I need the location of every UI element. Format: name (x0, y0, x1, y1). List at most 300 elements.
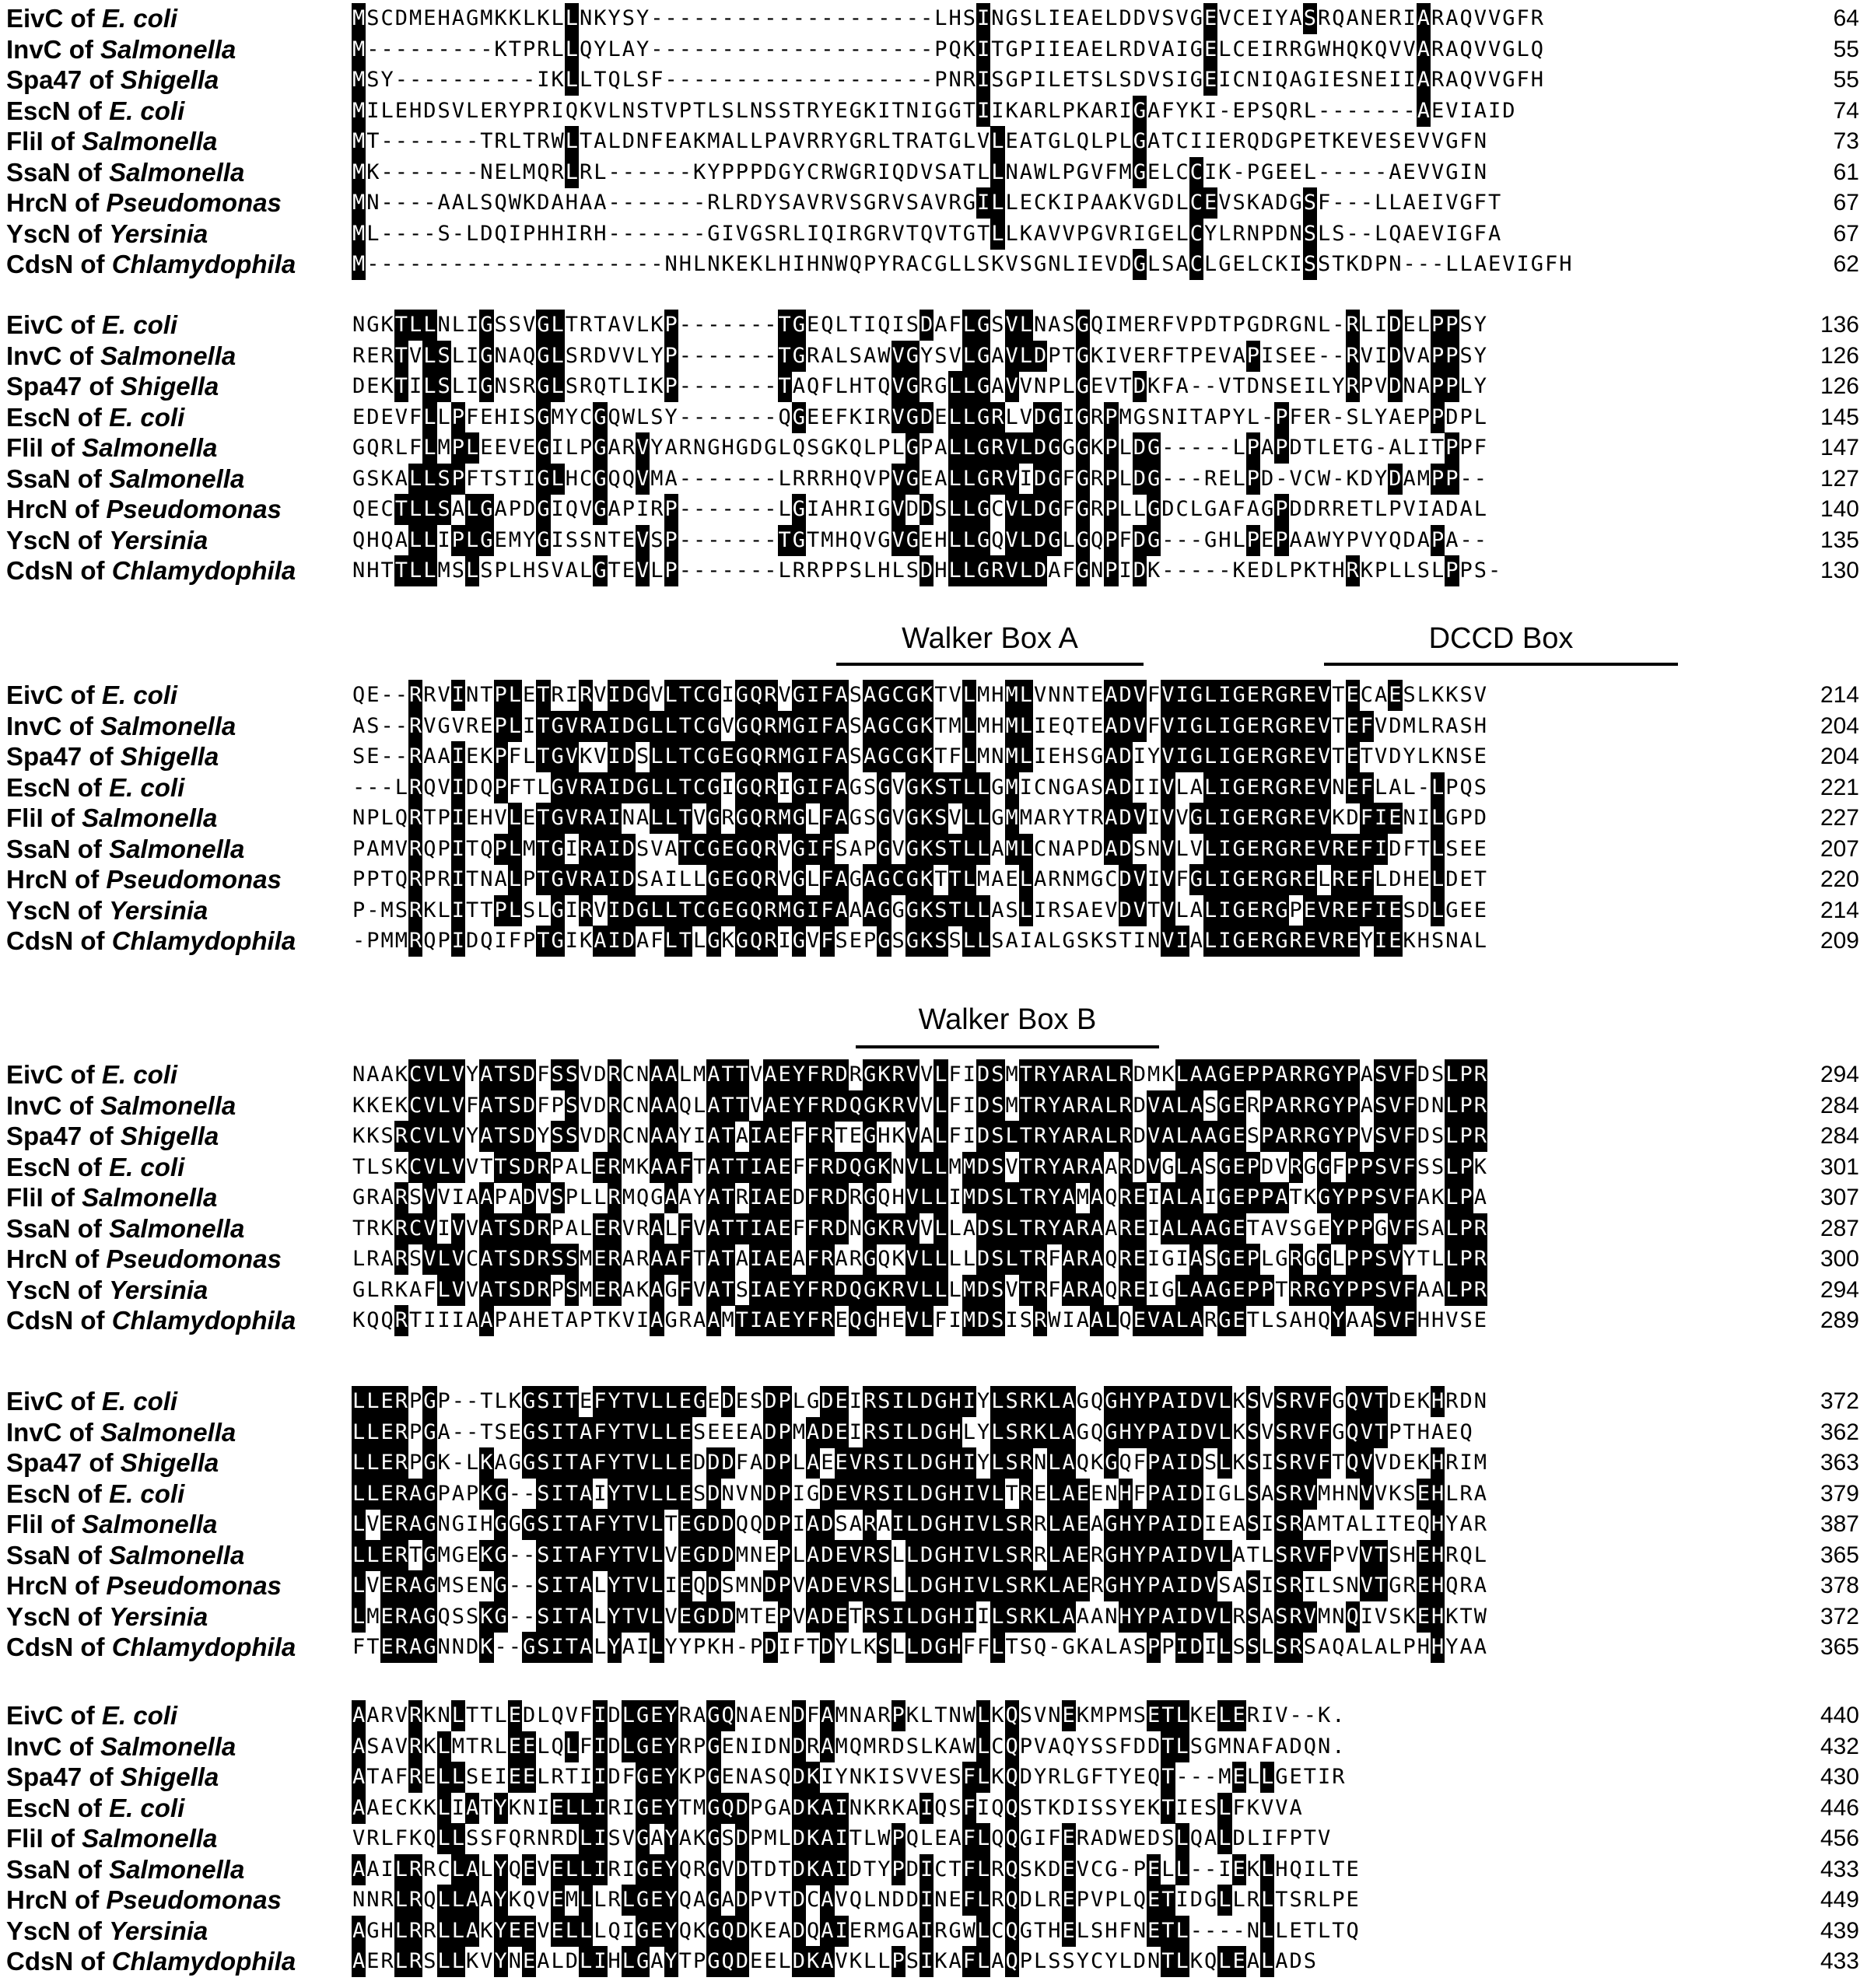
alignment-row (0, 1885, 1867, 1916)
sequence-residues: M - - - - - - - - - K T P R L L Q Y L A Y - - - - - - - - - - - - - - - - - - - - P Q K I T G P I I E A E L R D V A I G E L C E I R R G W H Q K Q V V A R A Q V V G L Q (352, 34, 1544, 65)
sequence-residues: L L E R P G A - - T S E G S I T A F Y T V L L E S E E E A D P M A D E I R S I L D G H L Y L S R K L A G Q G H Y P A I D V L K S V S R V F G Q V T P T H A E Q (352, 1417, 1473, 1448)
protein-name: EivC (6, 1387, 64, 1416)
protein-name: HrcN (6, 495, 68, 523)
species-name: E. coli (101, 310, 178, 339)
residue-position: 294 (1820, 1276, 1859, 1303)
label-connector: of (77, 1601, 110, 1631)
sequence-label (6, 1509, 217, 1540)
sequence-residues: L V E R A G M S E N G - - S I T A L Y T V L I E Q D S M N D P V A D E V R S L L D G H I V L S R K L A E R G H Y P A I D V S A S I S R I L S N V T G R E H Q R A (352, 1570, 1487, 1601)
species-name: Salmonella (82, 433, 218, 462)
protein-name: FliI (6, 433, 44, 462)
species-name: Pseudomonas (106, 495, 282, 523)
sequence-residues: A T A F R E L L S E I E E L R T I I D F G E Y K P G E N A S Q D K I Y N K I S V V E S F L K Q D Y R L G F T Y E Q T - - - M E L L G E T I R (352, 1762, 1346, 1793)
label-connector: of (70, 1387, 102, 1416)
residue-position: 430 (1820, 1764, 1859, 1790)
species-name: Salmonella (82, 803, 218, 832)
species-name: Pseudomonas (106, 188, 282, 217)
species-name: E. coli (109, 1793, 185, 1822)
protein-name: FliI (6, 1824, 44, 1853)
protein-name: HrcN (6, 1885, 68, 1914)
protein-name: YscN (6, 219, 71, 248)
protein-name: CdsN (6, 250, 74, 278)
protein-name: Spa47 (6, 1762, 82, 1791)
alignment-row (0, 525, 1867, 556)
species-name: Salmonella (82, 127, 218, 156)
sequence-label (6, 1762, 219, 1793)
residue-position: 55 (1833, 67, 1859, 93)
sequence-residues: A S - - R V G V R E P L I T G V R A I D G L L T C G V G Q R M G I F A S A G C G K T M L M H M L I E Q T E A D V F V I G L I G E R G R E V T E F V D M L R A S H (352, 711, 1487, 742)
protein-name: InvC (6, 1417, 62, 1447)
species-name: Salmonella (109, 1854, 245, 1884)
species-name: E. coli (109, 96, 185, 125)
protein-name: CdsN (6, 926, 74, 955)
species-name: Shigella (120, 1122, 219, 1150)
label-connector: of (89, 1122, 121, 1150)
walker-box-a-bar (836, 663, 1144, 666)
alignment-row (0, 1121, 1867, 1152)
label-connector: of (80, 1947, 112, 1976)
label-connector: of (77, 895, 110, 925)
sequence-label (6, 157, 244, 188)
sequence-label (6, 1946, 296, 1977)
alignment-row (0, 680, 1867, 711)
sequence-residues: M - - - - - - - - - - - - - - - - - - - - - N H L N K E K L H I H N W Q P Y R A C G L L S K V S G N L I E V D G L S A C L G E L C K I S S T K D P N - - - L L A E V I G F H (352, 249, 1573, 280)
alignment-row (0, 1762, 1867, 1793)
alignment-row (0, 341, 1867, 372)
protein-name: CdsN (6, 1947, 74, 1976)
sequence-label (6, 1540, 244, 1571)
alignment-row (0, 555, 1867, 586)
residue-position: 363 (1820, 1450, 1859, 1475)
residue-position: 135 (1820, 527, 1859, 553)
alignment-row (0, 1059, 1867, 1090)
label-connector: of (89, 1762, 121, 1791)
label-connector: of (89, 372, 121, 401)
protein-name: CdsN (6, 556, 74, 585)
residue-position: 127 (1820, 465, 1859, 492)
label-connector: of (80, 926, 112, 955)
alignment-row (0, 1447, 1867, 1479)
label-connector: of (70, 1701, 102, 1730)
label-connector: of (70, 1060, 102, 1089)
sequence-label (6, 1244, 282, 1275)
label-connector: of (77, 1540, 110, 1570)
residue-position: 287 (1820, 1215, 1859, 1241)
sequence-label (6, 1823, 217, 1854)
protein-name: SsaN (6, 834, 71, 863)
residue-position: 456 (1820, 1825, 1859, 1851)
sequence-label (6, 187, 282, 219)
label-connector: of (77, 157, 110, 187)
alignment-row (0, 1244, 1867, 1275)
protein-name: SsaN (6, 157, 71, 187)
protein-name: EscN (6, 1479, 71, 1508)
alignment-row (0, 371, 1867, 402)
label-connector: of (77, 1152, 110, 1181)
sequence-residues: - - - L R Q V I D Q P F T L G V R A I D G L L T C G I G Q R I G I F A G S G V G K S T L L G M I C N G A S A D I I V L A L I G E R G R E V N E F L A L - L P Q S (352, 772, 1487, 803)
sequence-residues: L L E R T G M G E K G - - S I T A F Y T V L V E G D D M N E P L A D E V R S L L D G H I V L S R R L A E R G H Y P A I D V L A T L S R V F P V V T S H E H R Q L (352, 1540, 1487, 1571)
sequence-label (6, 525, 208, 556)
label-connector: of (75, 188, 107, 217)
protein-name: EscN (6, 1152, 71, 1181)
sequence-label (6, 219, 208, 250)
protein-name: EivC (6, 1060, 64, 1089)
species-name: Shigella (120, 1448, 219, 1477)
protein-name: HrcN (6, 865, 68, 894)
species-name: Pseudomonas (106, 1885, 282, 1914)
species-name: Chlamydophila (111, 1306, 296, 1335)
alignment-row (0, 1213, 1867, 1244)
alignment-row (0, 1700, 1867, 1731)
protein-name: InvC (6, 1090, 62, 1120)
sequence-label (6, 1090, 236, 1122)
alignment-block (0, 1386, 1867, 1663)
residue-position: 294 (1820, 1062, 1859, 1087)
label-connector: of (89, 1448, 121, 1477)
species-name: Salmonella (109, 1213, 245, 1243)
label-connector: of (75, 495, 107, 523)
sequence-label (6, 1700, 177, 1731)
sequence-label (6, 1305, 296, 1336)
alignment-row (0, 1386, 1867, 1417)
alignment-row (0, 772, 1867, 803)
label-connector: of (77, 834, 110, 863)
protein-name: InvC (6, 1731, 62, 1761)
alignment-row (0, 464, 1867, 495)
alignment-row (0, 310, 1867, 341)
alignment-row (0, 157, 1867, 188)
alignment-row (0, 1479, 1867, 1510)
sequence-label (6, 1182, 217, 1213)
sequence-label (6, 895, 208, 926)
label-connector: of (68, 1731, 101, 1761)
alignment-row (0, 1509, 1867, 1540)
species-name: E. coli (101, 1701, 178, 1730)
sequence-label (6, 1447, 219, 1479)
sequence-label (6, 310, 177, 341)
species-name: E. coli (101, 1387, 178, 1416)
sequence-label (6, 1885, 282, 1916)
protein-name: YscN (6, 895, 71, 925)
label-connector: of (68, 34, 101, 64)
species-name: Salmonella (82, 1824, 218, 1853)
sequence-residues: P A M V R Q P I T Q P L M T G I R A I D S V A T C G E G Q R V G I F S A P G V G K S T L L A M L C N A P D A D S N V L V L I G E R G R E V R E F I D F T L S E E (352, 834, 1487, 865)
label-connector: of (77, 772, 110, 802)
alignment-row (0, 1601, 1867, 1633)
sequence-residues: V R L F K Q L L S S F Q R N R D L I S V G A Y A K G S D P M L D K A I T L W P Q L E A F L Q Q G I F E R A D W E D S L Q A L D L I F P T V (352, 1823, 1331, 1854)
alignment-row (0, 187, 1867, 219)
sequence-label (6, 1793, 184, 1824)
sequence-label (6, 371, 219, 402)
residue-position: 214 (1820, 682, 1859, 708)
alignment-row (0, 1632, 1867, 1663)
species-name: Yersinia (109, 895, 208, 925)
residue-position: 204 (1820, 744, 1859, 769)
sequence-label (6, 1570, 282, 1601)
label-connector: of (50, 127, 82, 156)
residue-position: 55 (1833, 36, 1859, 62)
alignment-row (0, 926, 1867, 957)
sequence-label (6, 341, 236, 372)
sequence-residues: E D E V F L L P F E H I S G M Y C G Q W L S Y - - - - - - - Q G E E F K I R V G D E L L G R L V D G I G R P M G S N I T A P Y L - P F E R - S L Y A E P P D P L (352, 402, 1487, 433)
sequence-label (6, 1059, 177, 1090)
label-connector: of (50, 1824, 82, 1853)
alignment-row (0, 1275, 1867, 1306)
label-connector: of (77, 1213, 110, 1243)
species-name: Salmonella (100, 1731, 236, 1761)
sequence-label (6, 803, 217, 834)
sequence-residues: R E R T V L S L I G N A Q G L S R D V V L Y P - - - - - - - T G R A L S A W V G Y S V L G A V L D P T G K I V E R F T P E V A P I S E E - - R V I D V A P P S Y (352, 341, 1487, 372)
species-name: Salmonella (109, 157, 245, 187)
sequence-residues: A A E C K K L I A T Y K N I E L L I R I G E Y T M G Q D P G A D K A I N K R K A I Q S F I Q Q S T K D I S S Y E K T I E S L F K V V A (352, 1793, 1303, 1824)
label-connector: of (68, 711, 101, 740)
alignment-row (0, 741, 1867, 772)
sequence-label (6, 1601, 208, 1633)
residue-position: 67 (1833, 190, 1859, 215)
sequence-residues: G S K A L L S P F T S T I G L H C G Q Q V M A - - - - - - - L R R R H Q V P V G E A L L G R V I D G F G R P L D G - - - R E L P D - V C W - K D Y D A M P P - - (352, 464, 1487, 495)
label-connector: of (80, 1633, 112, 1661)
sequence-residues: P - M S R K L I T T P L S L G I R V I D G L L T C G E G Q R M G I F A A A G G G K S T L L A S L I R S A E V D V T V L A L I G E R G P E V R E F I E S D L G E E (352, 895, 1487, 926)
residue-position: 61 (1833, 159, 1859, 185)
alignment-row (0, 895, 1867, 926)
protein-name: InvC (6, 34, 62, 64)
sequence-residues: A A I L R R C L A L Y Q E V E L L I R I G E Y Q R G V D T D T D K A I D T Y P D I C T F L R Q S K D E V C G - P E L L - - I E K L H Q I L T E (352, 1854, 1360, 1885)
species-name: Salmonella (109, 464, 245, 493)
label-connector: of (77, 402, 110, 432)
alignment-row (0, 1916, 1867, 1947)
species-name: Salmonella (100, 341, 236, 370)
residue-position: 365 (1820, 1634, 1859, 1660)
sequence-residues: A G H L R R L L A K Y E E V E L L L Q I G E Y Q K G Q D K E A D Q A I E R M G A I R G W L C Q G T H E L S H F N E T L - - - - N L L E T L T Q (352, 1916, 1360, 1947)
residue-position: 365 (1820, 1542, 1859, 1568)
species-name: E. coli (109, 402, 185, 432)
sequence-residues: K Q Q R T I I I A A P A H E T A P T K V I A G R A A M T I A E Y F R E Q G H E V L F I M D S I S R W I A A L Q E V A L A R G E T L S A H Q Y A A S V F H H V S E (352, 1305, 1487, 1336)
protein-name: SsaN (6, 1213, 71, 1243)
alignment-row (0, 1182, 1867, 1213)
sequence-residues: N H T T L L M S L S P L H S V A L G T E V L P - - - - - - - L R R P P S L H L S D H L L G R V L D A F G N P I D K - - - - - K E D L P K T H R K P L L S L P P S - (352, 555, 1501, 586)
protein-name: EivC (6, 1701, 64, 1730)
species-name: Salmonella (100, 34, 236, 64)
sequence-residues: M N - - - - A A L S Q W K D A H A A - - - - - - - R L R D Y S A V R V S G R V S A V R G I L L E C K I P A A K V G D L C E V S K A D G S F - - - L L A E I V G F T (352, 187, 1501, 219)
sequence-label (6, 1731, 236, 1762)
residue-position: 147 (1820, 435, 1859, 460)
protein-name: Spa47 (6, 372, 82, 401)
sequence-residues: L L E R A G P A P K G - - S I T A I Y T V L L E S D N V N D P I G D E V R S I L D G H I V L T R E L A E E N H F P A I D I G L S A S R V M H N V V K S E H L R A (352, 1479, 1487, 1510)
protein-name: Spa47 (6, 65, 82, 94)
sequence-residues: Q H Q A L L I P L G E M Y G I S S N T E V S P - - - - - - - T G T M H Q V G V G E H L L G Q V L D G L G Q P F D G - - - G H L P E P A A W Y P V Y Q D A P A - - (352, 525, 1487, 556)
species-name: Chlamydophila (111, 926, 296, 955)
species-name: Shigella (120, 742, 219, 771)
protein-name: CdsN (6, 1633, 74, 1661)
sequence-residues: T L S K C V L V V T T S D R P A L E R M K A A F T A T T I A E F F R D Q G K N V L L M M D S V T R Y A R A A R D V G L A S G E P D V R G G F P P S V F S S L P K (352, 1152, 1487, 1183)
sequence-residues: L R A R S V L V C A T S D R S S M E R A R A A F T A T A I A E A F R A R G Q K V L L L L D S L T R F A R A Q R E I G I A S G E P L G R G G L P P S V Y T L L P R (352, 1244, 1487, 1275)
alignment-row (0, 803, 1867, 834)
label-connector: of (68, 1417, 101, 1447)
residue-position: 204 (1820, 712, 1859, 739)
species-name: Yersinia (109, 525, 208, 555)
sequence-residues: D E K T I L S L I G N S R G L S R Q T L I K P - - - - - - - T A Q F L H T Q V G R G L L G A V V N P L G E V T D K F A - - V T D N S E I L Y R P V D N A P P L Y (352, 371, 1487, 402)
sequence-residues: P P T Q R P R I T N A L P T G V R A I D S A I L L G E G Q R V G L F A G A G C G K T T L M A E L A R N M G C D V I V F G L I G E R G R E L R E F L D H E L D E T (352, 864, 1487, 895)
sequence-label (6, 1479, 184, 1510)
label-connector: of (80, 556, 112, 585)
alignment-row (0, 834, 1867, 865)
walker-box-a-label: Walker Box A (902, 622, 1078, 655)
sequence-residues: K K E K C V L V F A T S D F P S V D R C N A A Q L A T T V A E Y F R D Q G K R V V L F I D S M T R Y A R A L R D V A L A S G E R P A R R G Y P A S V F D N L P R (352, 1090, 1487, 1122)
alignment-row (0, 1854, 1867, 1885)
label-connector: of (77, 464, 110, 493)
residue-position: 126 (1820, 373, 1859, 399)
label-connector: of (68, 1090, 101, 1120)
dccd-box-bar (1324, 663, 1678, 666)
protein-name: EscN (6, 772, 71, 802)
alignment-row (0, 96, 1867, 127)
residue-position: 126 (1820, 342, 1859, 369)
sequence-label (6, 65, 219, 96)
label-connector: of (89, 742, 121, 771)
sequence-residues: M S C D M E H A G M K K L K L L N K Y S Y - - - - - - - - - - - - - - - - - - - - L H S I N G S L I E A E L D D V S V G E V C E I Y A S R Q A N E R I A R A Q V V G F R (352, 3, 1544, 34)
protein-name: FliI (6, 1183, 44, 1212)
species-name: Salmonella (100, 1417, 236, 1447)
alignment-row (0, 65, 1867, 96)
protein-name: SsaN (6, 1854, 71, 1884)
sequence-residues: N N R L R Q L L A A Y K Q V E M L L R L G E Y Q A G A D P V T D C A V Q L N D D I N E F L R Q D L R E P V P L Q E T I D G L L R L T S R L P E (352, 1885, 1360, 1916)
protein-name: YscN (6, 525, 71, 555)
alignment-row (0, 34, 1867, 65)
sequence-residues: F T E R A G N N D K - - G S I T A L Y A I L Y Y P K H - P D I F T D Y L K S L L D G H F F L T S Q - G K A L A S P P I D I L S S L S R S A Q A L A L P H H Y A A (352, 1632, 1487, 1663)
sequence-label (6, 926, 296, 957)
residue-position: 221 (1820, 774, 1859, 800)
alignment-row (0, 1540, 1867, 1571)
residue-position: 209 (1820, 928, 1859, 954)
sequence-residues: L M E R A G Q S S K G - - S I T A L Y T V L V E G D D M T E P V A D E T R S I L D G H I I L S R K L A A A N H Y P A I D V L R S A S R V M N Q I V S K E H K T W (352, 1601, 1487, 1633)
species-name: Salmonella (82, 1510, 218, 1538)
sequence-residues: N G K T L L N L I G S S V G L T R T A V L K P - - - - - - - T G E Q L T I Q I S D A F L G S V L N A S G Q I M E R F V P D T P G D R G N L - R L I D E L P P S Y (352, 310, 1487, 341)
residue-position: 446 (1820, 1794, 1859, 1821)
alignment-row (0, 3, 1867, 34)
protein-name: SsaN (6, 1540, 71, 1570)
sequence-label (6, 864, 282, 895)
alignment-block (0, 3, 1867, 280)
species-name: Pseudomonas (106, 1571, 282, 1600)
residue-position: 378 (1820, 1573, 1859, 1598)
sequence-label (6, 494, 282, 525)
dccd-box-label: DCCD Box (1428, 622, 1574, 655)
sequence-residues: N A A K C V L V Y A T S D F S S V D R C N A A L M A T T V A E Y F R D R G K R V V L F I D S M T R Y A R A L R D M K L A A G E P P A R R G Y P A S V F D S L P R (352, 1059, 1487, 1090)
species-name: Salmonella (100, 1090, 236, 1120)
species-name: E. coli (109, 772, 185, 802)
sequence-label (6, 1417, 236, 1448)
sequence-residues: L V E R A G N G I H G G G S I T A F Y T V L T E G D D Q Q D P I A D S A R A I L D G H I V L S R R L A E A G H Y P A I D I E A S I S R A M T A L I T E Q H Y A R (352, 1509, 1487, 1540)
sequence-residues: S E - - R A A I E K P F L T G V K V I D S L L T C G E G Q R M G I F A S A G C G K T F L M N M L I E H S G A D I Y V I G L I G E R G R E V T E T V D Y L K N S E (352, 741, 1487, 772)
label-connector: of (80, 250, 112, 278)
sequence-label (6, 555, 296, 586)
protein-name: EivC (6, 4, 64, 33)
alignment-row (0, 1823, 1867, 1854)
residue-position: 207 (1820, 835, 1859, 862)
label-connector: of (50, 433, 82, 462)
protein-name: InvC (6, 711, 62, 740)
label-connector: of (77, 1916, 110, 1945)
sequence-label (6, 432, 217, 464)
protein-name: Spa47 (6, 742, 82, 771)
residue-position: 62 (1833, 251, 1859, 277)
residue-position: 140 (1820, 496, 1859, 522)
residue-position: 387 (1820, 1511, 1859, 1537)
label-connector: of (70, 310, 102, 339)
alignment-row (0, 1946, 1867, 1977)
label-connector: of (77, 96, 110, 125)
sequence-label (6, 402, 184, 433)
protein-name: EscN (6, 402, 71, 432)
species-name: Pseudomonas (106, 865, 282, 894)
species-name: Yersinia (109, 1601, 208, 1631)
protein-name: EscN (6, 1793, 71, 1822)
species-name: Shigella (120, 1762, 219, 1791)
protein-name: YscN (6, 1275, 71, 1304)
residue-position: 214 (1820, 897, 1859, 923)
label-connector: of (70, 4, 102, 33)
sequence-residues: M S Y - - - - - - - - - - I K L L T Q L S F - - - - - - - - - - - - - - - - - - - P N R I S G P I L E T S L S D V S I G E I C N I Q A G I E S N E I I A R A Q V V G F H (352, 65, 1544, 96)
sequence-label (6, 96, 184, 127)
alignment-block (0, 680, 1867, 957)
alignment-block (0, 310, 1867, 586)
sequence-label (6, 834, 244, 865)
label-connector: of (70, 681, 102, 709)
alignment-row (0, 126, 1867, 157)
label-connector: of (50, 1183, 82, 1212)
alignment-row (0, 1305, 1867, 1336)
sequence-residues: M T - - - - - - - T R L T R W L T A L D N F E A K M A L L P A V R R Y G R L T R A T G L V L E A T G L Q L P L G A T C I I E R Q D G P E T K E V E S E V V G F N (352, 126, 1487, 157)
species-name: Yersinia (109, 219, 208, 248)
residue-position: 73 (1833, 128, 1859, 154)
sequence-label (6, 1213, 244, 1244)
residue-position: 227 (1820, 805, 1859, 831)
protein-name: Spa47 (6, 1448, 82, 1477)
sequence-residues: L L E R P G K - L K A G G S I T A F Y T V L L E D D D F A D P L A E E V R S I L D G H I Y L S R N L A Q K G Q F P A I D S L K S I S R V F T Q V V D E K H R I M (352, 1447, 1487, 1479)
residue-position: 449 (1820, 1887, 1859, 1913)
species-name: Salmonella (109, 834, 245, 863)
residue-position: 433 (1820, 1856, 1859, 1882)
sequence-residues: L L E R P G P - - T L K G S I T E F Y T V L L E G E D E S D P L G D E I R S I L D G H I Y L S R K L A G Q G H Y P A I D V L K S V S R V F G Q V T D E K H R D N (352, 1386, 1487, 1417)
alignment-row (0, 1731, 1867, 1762)
sequence-label (6, 1854, 244, 1885)
residue-position: 284 (1820, 1092, 1859, 1118)
sequence-label (6, 464, 244, 495)
protein-name: FliI (6, 127, 44, 156)
label-connector: of (75, 1244, 107, 1273)
sequence-residues: M I L E H D S V L E R Y P R I Q K V L N S T V P T L S L N S S T R Y E G K I T N I G G T I I K A R L P K A R I G A F Y K I - E P S Q R L - - - - - - - A E V I A I D (352, 96, 1516, 127)
residue-position: 289 (1820, 1307, 1859, 1333)
label-connector: of (75, 1571, 107, 1600)
walker-box-b-bar (856, 1045, 1159, 1048)
species-name: Chlamydophila (111, 1947, 296, 1976)
sequence-label (6, 741, 219, 772)
species-name: E. coli (101, 4, 178, 33)
protein-name: EivC (6, 681, 64, 709)
label-connector: of (50, 803, 82, 832)
sequence-label (6, 1121, 219, 1152)
sequence-label (6, 1632, 296, 1663)
alignment-row (0, 249, 1867, 280)
protein-name: HrcN (6, 1244, 68, 1273)
alignment-row (0, 432, 1867, 464)
sequence-residues: M K - - - - - - - N E L M Q R L R L - - - - - - K Y P P P D G Y C R W G R I Q D V S A T L L N A W L P G V F M G E L C C I K - P G E E L - - - - - A E V V G I N (352, 157, 1487, 188)
species-name: Pseudomonas (106, 1244, 282, 1273)
species-name: Chlamydophila (111, 556, 296, 585)
species-name: Salmonella (109, 1540, 245, 1570)
alignment-row (0, 1793, 1867, 1824)
species-name: Salmonella (100, 711, 236, 740)
